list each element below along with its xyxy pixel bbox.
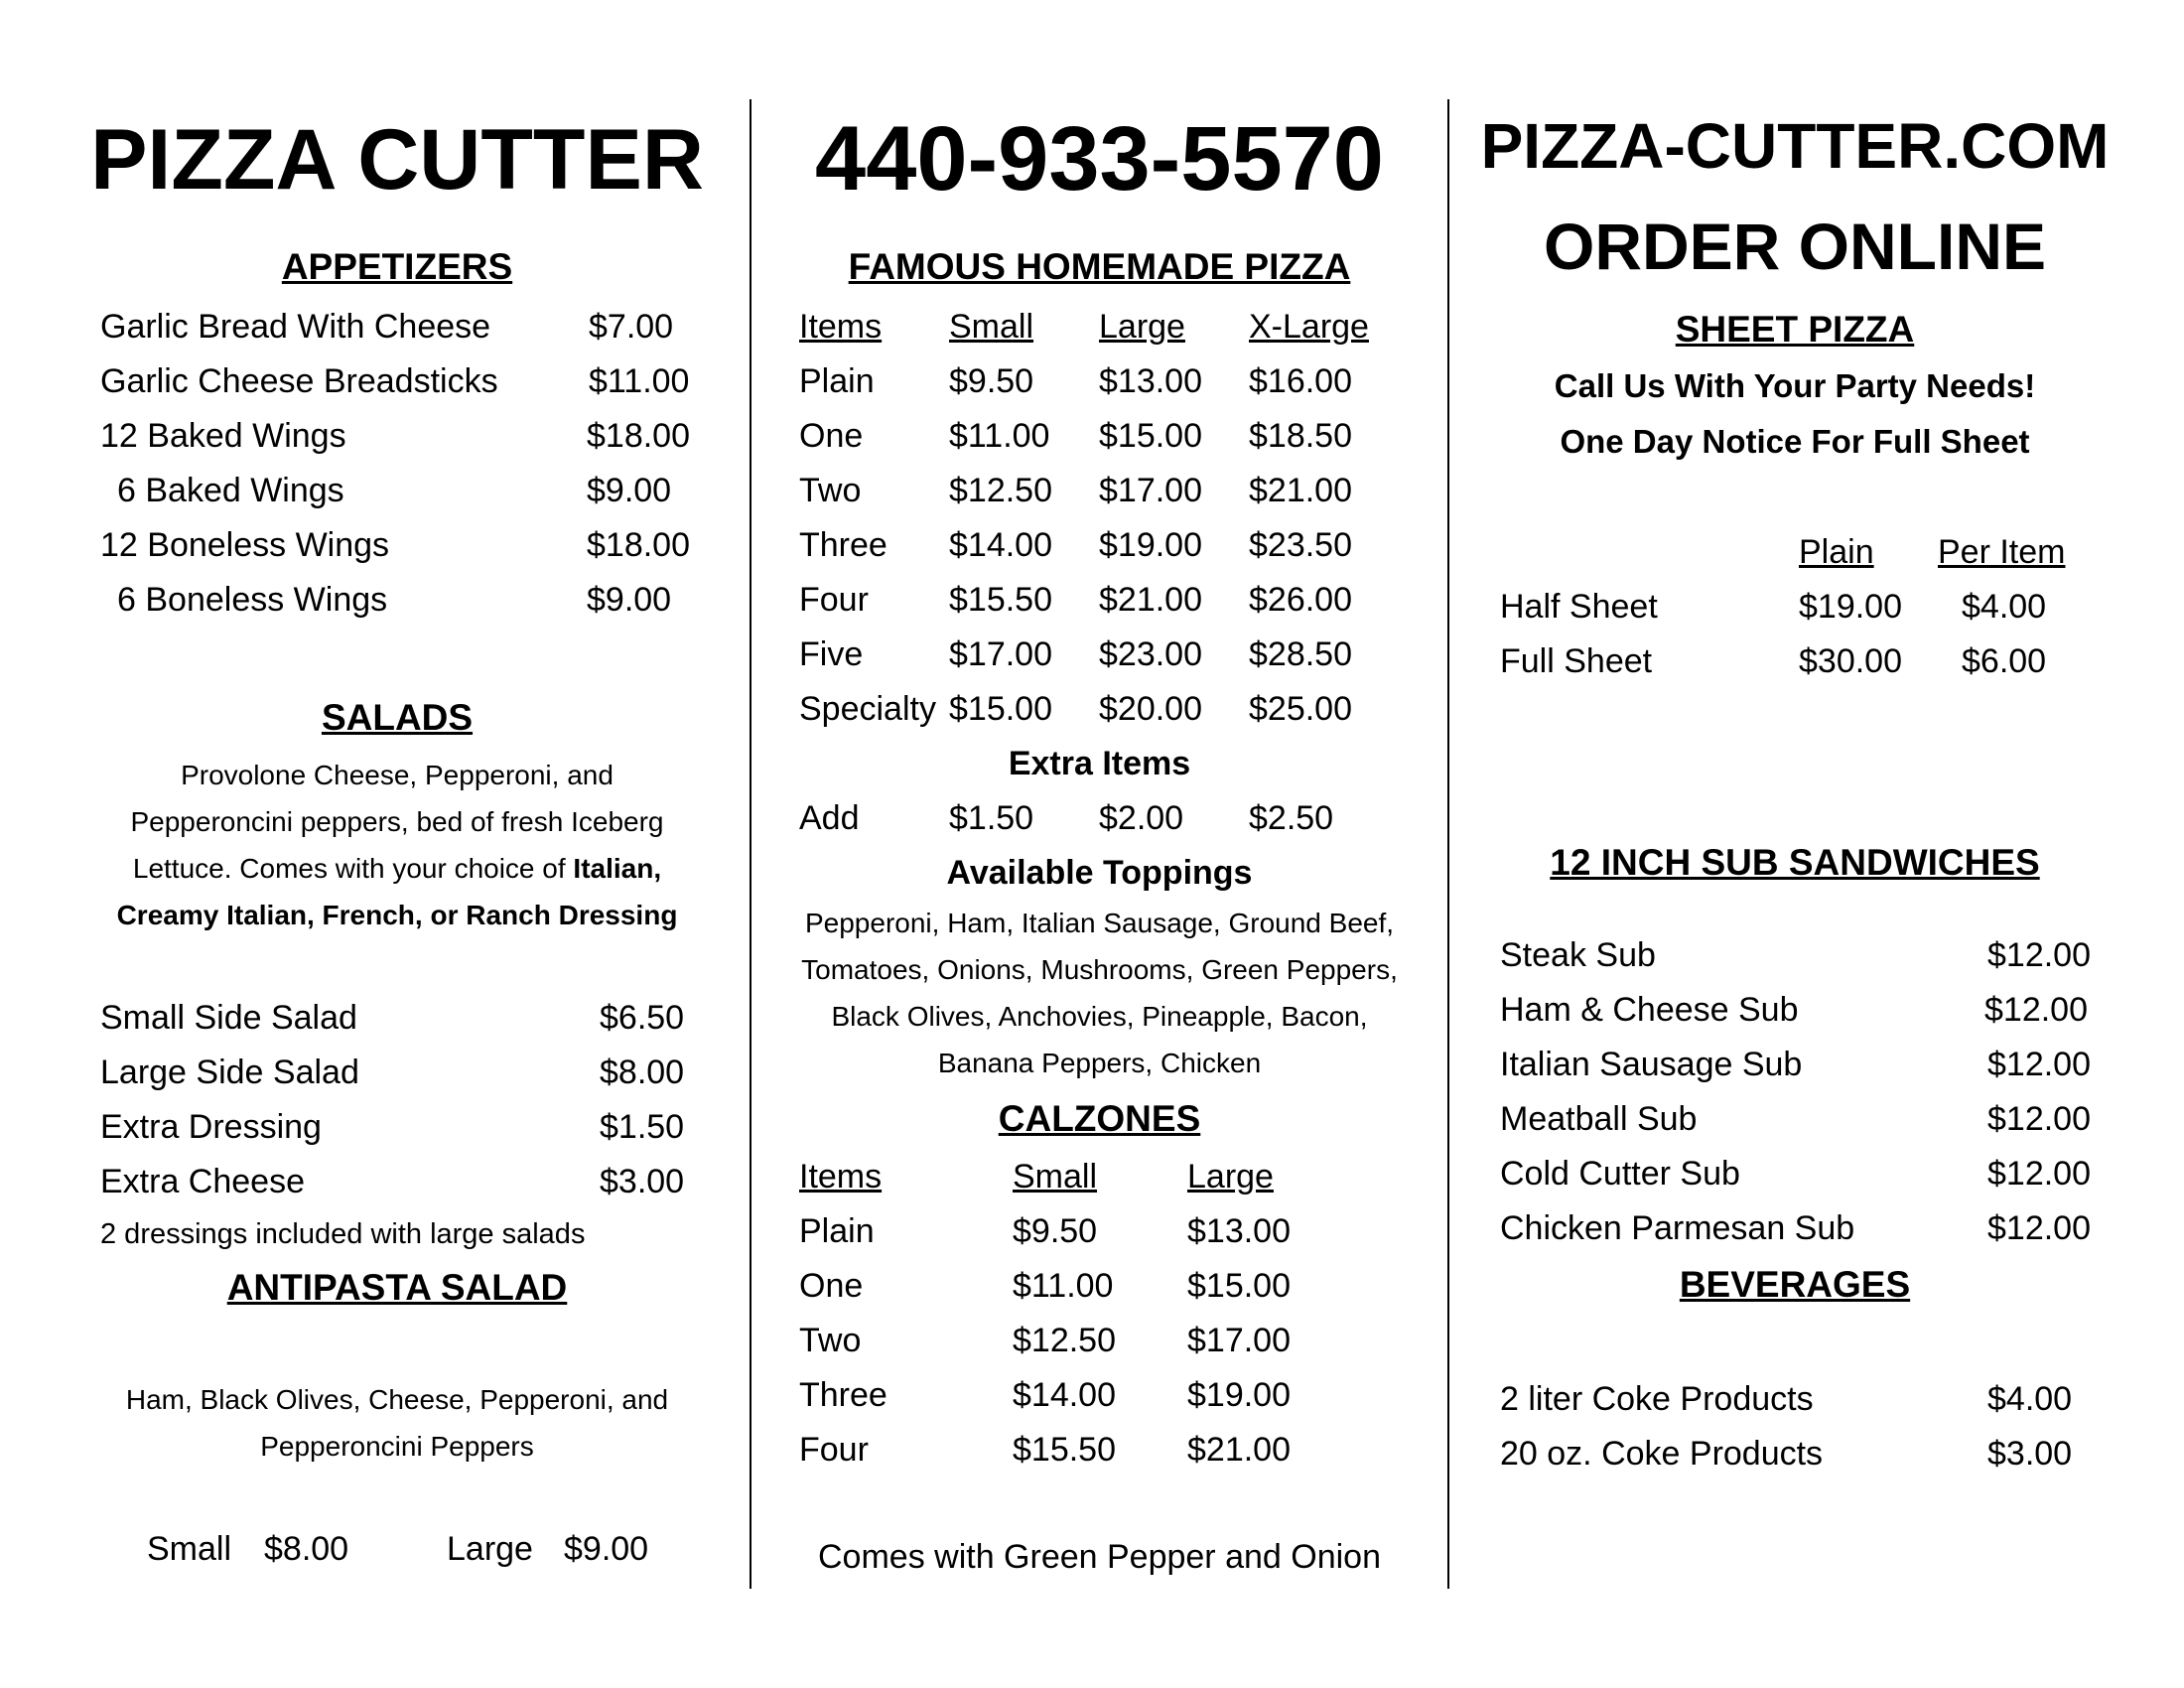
salads-note: 2 dressings included with large salads bbox=[100, 1218, 586, 1250]
item-price: $12.00 bbox=[1987, 936, 2091, 974]
table-cell: Two bbox=[799, 472, 862, 509]
column-header: Per Item bbox=[1938, 533, 2066, 571]
item-price: $4.00 bbox=[1987, 1380, 2073, 1418]
table-cell: $9.50 bbox=[949, 362, 1034, 400]
table-cell: $11.00 bbox=[1013, 1267, 1114, 1305]
item-price: $1.50 bbox=[600, 1108, 685, 1146]
antipasta-heading: ANTIPASTA SALAD bbox=[226, 1267, 568, 1308]
item-name: Extra Dressing bbox=[100, 1108, 322, 1146]
table-cell: $6.00 bbox=[1962, 642, 2047, 680]
column-header: Large bbox=[1187, 1158, 1274, 1196]
table-cell: Plain bbox=[799, 1212, 875, 1250]
pizza-heading: FAMOUS HOMEMADE PIZZA bbox=[848, 246, 1351, 287]
antipasta-large-price: $9.00 bbox=[564, 1530, 649, 1568]
table-cell: $18.50 bbox=[1249, 417, 1352, 455]
item-name: 20 oz. Coke Products bbox=[1500, 1435, 1824, 1473]
restaurant-name: PIZZA CUTTER bbox=[90, 112, 704, 208]
item-price: $3.00 bbox=[1987, 1435, 2073, 1473]
table-cell: $23.50 bbox=[1249, 526, 1352, 564]
table-cell: $21.00 bbox=[1249, 472, 1352, 509]
table-cell: $12.50 bbox=[1013, 1322, 1116, 1359]
table-cell: Two bbox=[799, 1322, 862, 1359]
item-price: $3.00 bbox=[600, 1163, 685, 1200]
phone-number: 440-933-5570 bbox=[815, 108, 1384, 210]
item-price: $7.00 bbox=[589, 308, 674, 346]
antipasta-small-price: $8.00 bbox=[264, 1530, 349, 1568]
table-cell: $14.00 bbox=[1013, 1376, 1116, 1414]
subs-heading: 12 INCH SUB SANDWICHES bbox=[1550, 842, 2040, 883]
item-name: Garlic Bread With Cheese bbox=[100, 308, 491, 346]
column-divider-right bbox=[1447, 99, 1449, 1589]
antipasta-large-label: Large bbox=[447, 1530, 533, 1568]
column-header: Items bbox=[799, 308, 883, 346]
table-cell: $2.50 bbox=[1249, 799, 1334, 837]
toppings-list: Pepperoni, Ham, Italian Sausage, Ground Beef, Tomatoes, Onions, Mushrooms, Green Peppers, Black Olives, Anchovies, Pineapple, Bacon, Banana Peppers, Chicken bbox=[801, 908, 1398, 1078]
table-cell: Add bbox=[799, 799, 860, 837]
table-cell: $15.50 bbox=[1013, 1431, 1116, 1469]
table-cell: $17.00 bbox=[1099, 472, 1202, 509]
salads-heading: SALADS bbox=[321, 697, 474, 738]
website-url[interactable]: PIZZA-CUTTER.COM bbox=[1480, 110, 2110, 182]
antipasta-description: Ham, Black Olives, Cheese, Pepperoni, and Pepperoncini Peppers bbox=[125, 1384, 669, 1462]
item-name: Cold Cutter Sub bbox=[1500, 1155, 1740, 1193]
extra-items-heading: Extra Items bbox=[1008, 745, 1191, 782]
item-price: $9.00 bbox=[587, 581, 672, 619]
table-cell: $2.00 bbox=[1099, 799, 1184, 837]
beverages-heading: BEVERAGES bbox=[1679, 1264, 1911, 1305]
item-name: 6 Baked Wings bbox=[117, 472, 344, 509]
table-cell: Three bbox=[799, 1376, 887, 1414]
table-cell: $19.00 bbox=[1099, 526, 1202, 564]
table-cell: Five bbox=[799, 635, 864, 673]
item-name: Meatball Sub bbox=[1500, 1100, 1698, 1138]
table-cell: $28.50 bbox=[1249, 635, 1352, 673]
item-price: $12.00 bbox=[1987, 1046, 2091, 1083]
table-cell: $21.00 bbox=[1187, 1431, 1291, 1469]
table-cell: $4.00 bbox=[1962, 588, 2047, 626]
item-name: Small Side Salad bbox=[100, 999, 357, 1037]
antipasta-small-label: Small bbox=[147, 1530, 232, 1568]
table-cell: Specialty bbox=[799, 690, 936, 728]
table-cell: $1.50 bbox=[949, 799, 1034, 837]
item-price: $12.00 bbox=[1987, 1155, 2091, 1193]
table-cell: Four bbox=[799, 1431, 869, 1469]
item-price: $11.00 bbox=[589, 362, 690, 400]
order-online-link[interactable]: ORDER ONLINE bbox=[1543, 210, 2047, 283]
table-cell: $13.00 bbox=[1099, 362, 1202, 400]
column-header: X-Large bbox=[1249, 308, 1369, 346]
table-cell: $15.50 bbox=[949, 581, 1052, 619]
table-cell: Half Sheet bbox=[1500, 588, 1658, 626]
table-cell: $9.50 bbox=[1013, 1212, 1098, 1250]
table-cell: Plain bbox=[799, 362, 875, 400]
table-cell: $15.00 bbox=[1187, 1267, 1291, 1305]
table-cell: Full Sheet bbox=[1500, 642, 1653, 680]
column-header: Large bbox=[1099, 308, 1185, 346]
table-cell: $20.00 bbox=[1099, 690, 1202, 728]
toppings-heading: Available Toppings bbox=[946, 854, 1253, 892]
item-name: Large Side Salad bbox=[100, 1054, 359, 1091]
table-cell: $14.00 bbox=[949, 526, 1052, 564]
column-header: Small bbox=[1013, 1158, 1098, 1196]
item-name: Italian Sausage Sub bbox=[1500, 1046, 1803, 1083]
salads-description-text: Provolone Cheese, Pepperoni, and Pepperoncini peppers, bed of fresh Iceberg Lettuce. Comes with your choice of bbox=[130, 760, 664, 884]
table-cell: $12.50 bbox=[949, 472, 1052, 509]
item-price: $18.00 bbox=[587, 417, 690, 455]
sheet-pizza-heading: SHEET PIZZA bbox=[1675, 309, 1915, 350]
table-cell: $13.00 bbox=[1187, 1212, 1291, 1250]
appetizers-heading: APPETIZERS bbox=[281, 246, 513, 287]
item-name: Garlic Cheese Breadsticks bbox=[100, 362, 498, 400]
salads-description bbox=[99, 752, 695, 938]
item-price: $12.00 bbox=[1984, 991, 2088, 1029]
table-cell: One bbox=[799, 417, 864, 455]
table-cell: $17.00 bbox=[1187, 1322, 1291, 1359]
column-divider-left bbox=[750, 99, 751, 1589]
table-cell: $21.00 bbox=[1099, 581, 1202, 619]
column-header: Items bbox=[799, 1158, 883, 1196]
item-name: 6 Boneless Wings bbox=[117, 581, 388, 619]
item-name: Ham & Cheese Sub bbox=[1500, 991, 1799, 1029]
column-header: Small bbox=[949, 308, 1034, 346]
item-name: 2 liter Coke Products bbox=[1500, 1380, 1814, 1418]
table-cell: $19.00 bbox=[1187, 1376, 1291, 1414]
table-cell: $17.00 bbox=[949, 635, 1052, 673]
sheet-pizza-line-1: Call Us With Your Party Needs! bbox=[1554, 367, 2036, 404]
table-cell: Four bbox=[799, 581, 869, 619]
item-price: $6.50 bbox=[600, 999, 685, 1037]
item-name: 12 Boneless Wings bbox=[100, 526, 390, 564]
table-cell: $15.00 bbox=[1099, 417, 1202, 455]
calzones-heading: CALZONES bbox=[998, 1098, 1201, 1139]
table-cell: $15.00 bbox=[949, 690, 1052, 728]
item-name: 12 Baked Wings bbox=[100, 417, 346, 455]
item-price: $8.00 bbox=[600, 1054, 685, 1091]
item-name: Steak Sub bbox=[1500, 936, 1656, 974]
table-cell: One bbox=[799, 1267, 864, 1305]
table-cell: $11.00 bbox=[949, 417, 1050, 455]
item-price: $12.00 bbox=[1987, 1100, 2091, 1138]
calzones-note: Comes with Green Pepper and Onion bbox=[818, 1538, 1381, 1576]
table-cell: Three bbox=[799, 526, 887, 564]
table-cell: $16.00 bbox=[1249, 362, 1352, 400]
table-cell: $23.00 bbox=[1099, 635, 1202, 673]
sheet-pizza-line-2: One Day Notice For Full Sheet bbox=[1560, 423, 2030, 460]
table-cell: $30.00 bbox=[1799, 642, 1902, 680]
item-price: $12.00 bbox=[1987, 1209, 2091, 1247]
item-name: Extra Cheese bbox=[100, 1163, 305, 1200]
salads-dressing-options: Italian, Creamy Italian, French, or Ranch Dressing bbox=[116, 853, 678, 930]
table-cell: $26.00 bbox=[1249, 581, 1352, 619]
item-price: $18.00 bbox=[587, 526, 690, 564]
table-cell: $19.00 bbox=[1799, 588, 1902, 626]
item-price: $9.00 bbox=[587, 472, 672, 509]
table-cell: $25.00 bbox=[1249, 690, 1352, 728]
item-name: Chicken Parmesan Sub bbox=[1500, 1209, 1855, 1247]
column-header: Plain bbox=[1799, 533, 1874, 571]
